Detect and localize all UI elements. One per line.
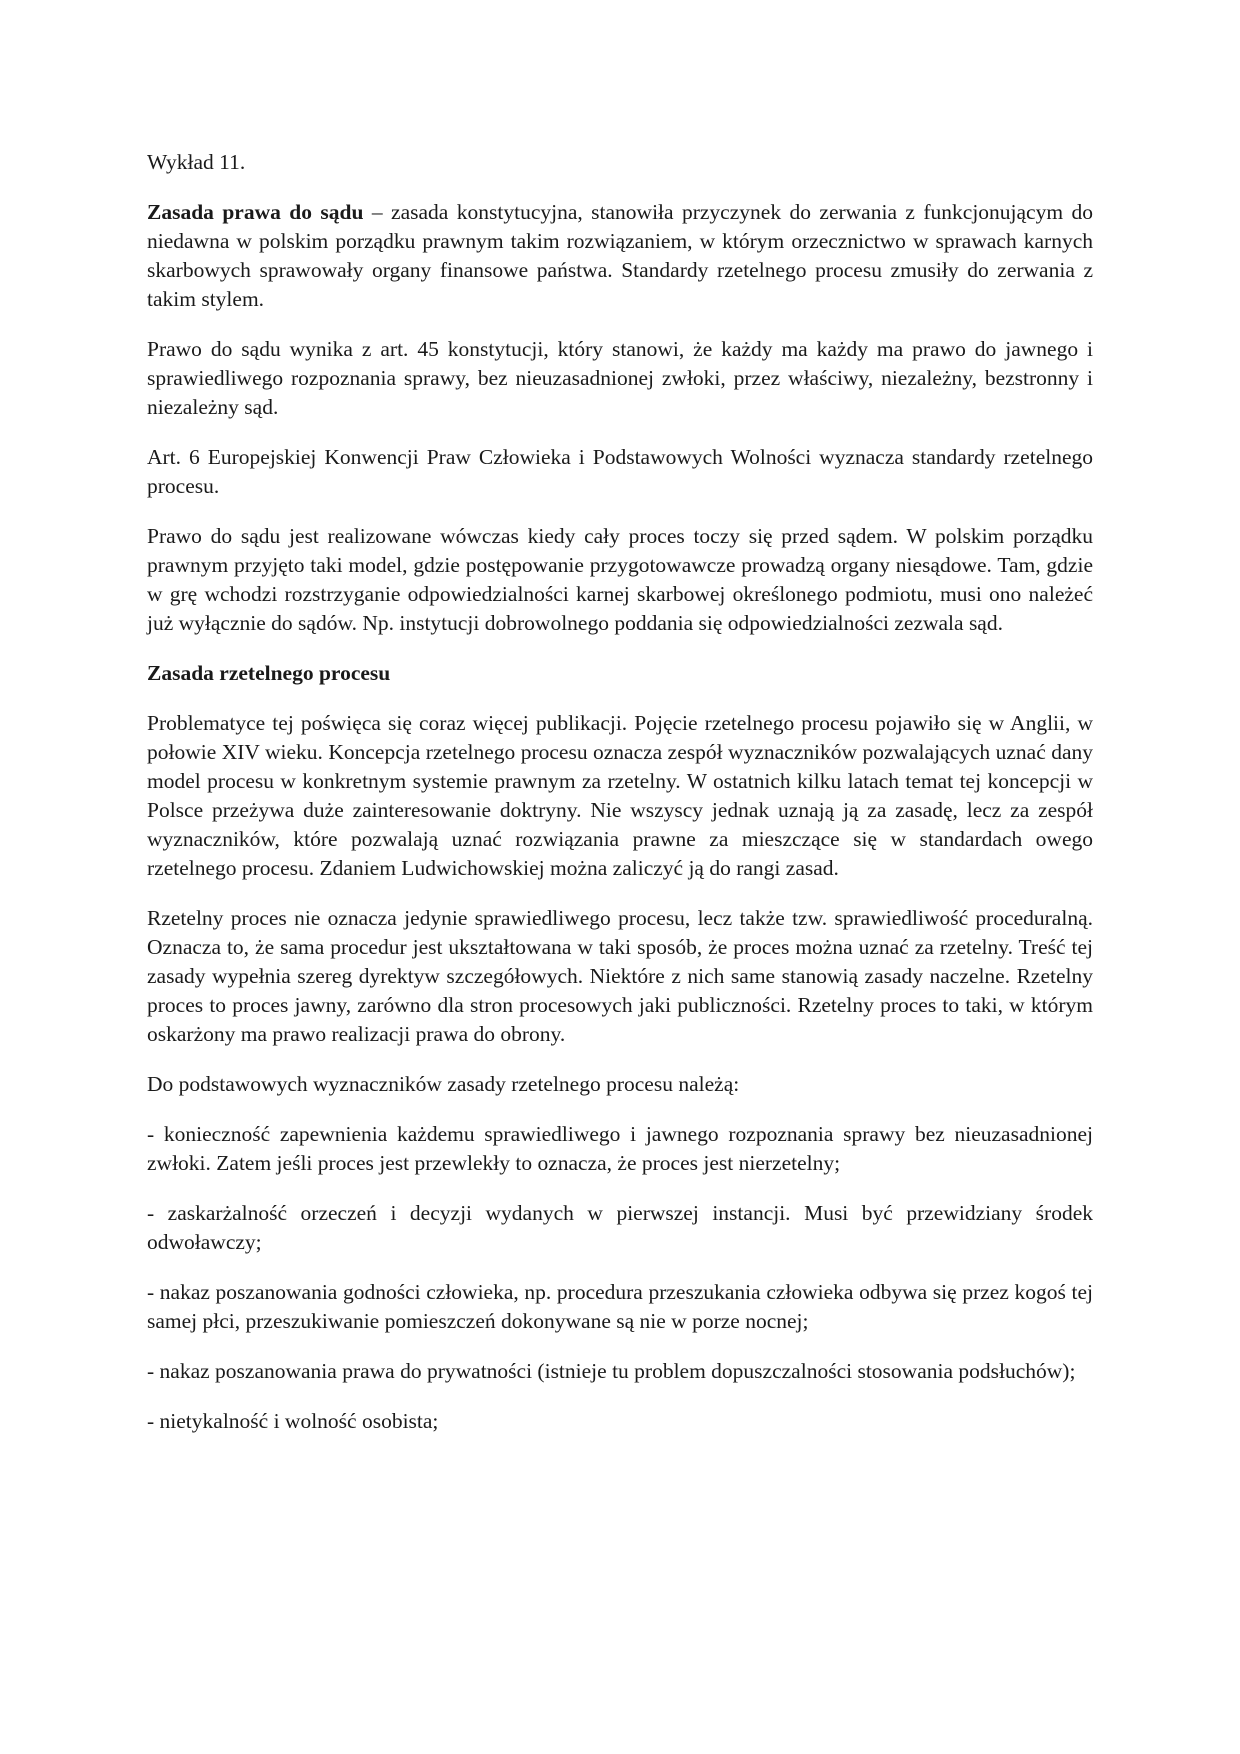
paragraph-fair-trial-concept: Problematyce tej poświęca się coraz więcej publikacji. Pojęcie rzetelnego procesu pojawiło się w Anglii, w połowie XIV wieku. Koncepcja rzetelnego procesu oznacza zespół wyznaczników pozwalających uznać dany model procesu w konkretnym systemie prawnym za rzetelny. W ostatnich kilku latach temat tej koncepcji w Polsce przeżywa duże zainteresowanie doktryny. Nie wszyscy jednak uznają ją za zasadę, lecz za zespół wyznaczników, które pozwalają uznać rozwiązania prawne za mieszczące się w standardach owego rzetelnego procesu. Zdaniem Ludwichowskiej można zaliczyć ją do rangi zasad. [147,711,1093,880]
section-heading-fair-trial: Zasada rzetelnego procesu [147,661,391,685]
paragraph-list-intro: Do podstawowych wyznaczników zasady rzetelnego procesu należą: [147,1072,740,1096]
term-right-to-court: Zasada prawa do sądu [147,200,364,224]
list-item: - nietykalność i wolność osobista; [147,1409,439,1433]
paragraph-right-to-court [147,198,1093,314]
document-page [147,148,1093,1457]
paragraph-art-6: Art. 6 Europejskiej Konwencji Praw Człowieka i Podstawowych Wolności wyznacza standardy rzetelnego procesu. [147,445,1093,498]
list-item: - zaskarżalność orzeczeń i decyzji wydanych w pierwszej instancji. Musi być przewidziany środek odwoławczy; [147,1201,1093,1254]
paragraph-right-to-court-text: – zasada konstytucyjna, stanowiła przyczynek do zerwania z funkcjonującym do niedawna w polskim porządku prawnym takim rozwiązaniem, w którym orzecznictwo w sprawach karnych skarbowych sprawowały organy finansowe państwa. Standardy rzetelnego procesu zmusiły do zerwania z takim stylem. [147,200,1093,311]
paragraph-art-45: Prawo do sądu wynika z art. 45 konstytucji, który stanowi, że każdy ma każdy ma prawo do jawnego i sprawiedliwego rozpoznania sprawy, bez nieuzasadnionej zwłoki, przez właściwy, niezależny, bezstronny i niezależny sąd. [147,337,1093,419]
list-item: - konieczność zapewnienia każdemu sprawiedliwego i jawnego rozpoznania sprawy bez nieuzasadnionej zwłoki. Zatem jeśli proces jest przewlekły to oznacza, że proces jest nierzetelny; [147,1122,1093,1175]
list-item: - nakaz poszanowania godności człowieka, np. procedura przeszukania człowieka odbywa się przez kogoś tej samej płci, przeszukiwanie pomieszczeń dokonywane są nie w porze nocnej; [147,1280,1093,1333]
list-item: - nakaz poszanowania prawa do prywatności (istnieje tu problem dopuszczalności stosowania podsłuchów); [147,1359,1076,1383]
paragraph-court-realization: Prawo do sądu jest realizowane wówczas kiedy cały proces toczy się przed sądem. W polskim porządku prawnym przyjęto taki model, gdzie postępowanie przygotowawcze prowadzą organy niesądowe. Tam, gdzie w grę wchodzi rozstrzyganie odpowiedzialności karnej skarbowej określonego podmiotu, musi ono należeć już wyłącznie do sądów. Np. instytucji dobrowolnego poddania się odpowiedzialności zezwala sąd. [147,524,1093,635]
document-title: Wykład 11. [147,150,246,174]
paragraph-procedural-justice: Rzetelny proces nie oznacza jedynie sprawiedliwego procesu, lecz także tzw. sprawiedliwość proceduralną. Oznacza to, że sama procedur jest ukształtowana w taki sposób, że proces można uznać za rzetelny. Treść tej zasady wypełnia szereg dyrektyw szczegółowych. Niektóre z nich same stanowią zasady naczelne. Rzetelny proces to proces jawny, zarówno dla stron procesowych jaki publiczności. Rzetelny proces to taki, w którym oskarżony ma prawo realizacji prawa do obrony. [147,906,1093,1046]
